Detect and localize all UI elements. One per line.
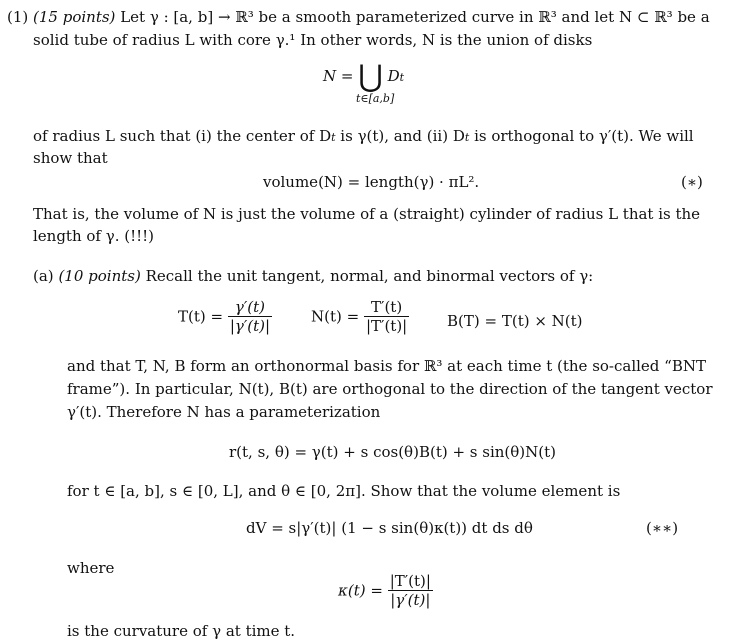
problem-points: (15 points)	[33, 8, 116, 26]
union-index: t∈[a,b]	[356, 92, 395, 105]
union-lhs: N =	[323, 67, 354, 85]
closing-text: is the curvature of γ at time t.	[67, 622, 296, 640]
volume-equation: volume(N) = length(γ) · πL².	[263, 173, 480, 191]
union-rhs-sub: t	[399, 71, 405, 84]
para2-line1	[33, 125, 694, 149]
part-a-label: (a)	[33, 267, 54, 285]
union-equation	[323, 59, 405, 94]
curvature-equation	[338, 572, 433, 609]
part-a-intro-text: Recall the unit tangent, normal, and binormal vectors of γ:	[145, 267, 594, 285]
parameter-ranges-line: for t ∈ [a, b], s ∈ [0, L], and θ ∈ [0, 2π]. Show that the volume element is	[67, 482, 621, 500]
where-text: where	[67, 559, 115, 577]
normal-num: T′(t)	[371, 298, 403, 316]
normal-den: |T′(t)|	[365, 317, 408, 335]
curvature-fraction	[388, 572, 433, 609]
part-a-para-line2: frame”). In particular, N(t), B(t) are orthogonal to the direction of the tangent vector	[67, 380, 713, 398]
volume-equation-tag: (∗)	[681, 173, 703, 191]
problem-intro-text1: Let γ : [a, b] → ℝ³ be a smooth parameterized curve in ℝ³ and let N ⊂ ℝ³ be a	[120, 8, 710, 26]
union-rhs: D	[387, 67, 400, 85]
part-a-intro	[33, 265, 593, 287]
union-symbol: ⋃	[358, 59, 383, 94]
problem-number: (1)	[7, 8, 29, 26]
parameterization-equation: r(t, s, θ) = γ(t) + s cos(θ)B(t) + s sin(θ)N(t)	[229, 443, 557, 461]
curvature-den: |γ′(t)|	[388, 590, 433, 609]
para2-text-a: of radius L such that (i) the center of D	[33, 127, 332, 145]
part-a-para-line3: γ′(t). Therefore N has a parameterization	[67, 403, 381, 421]
problem-intro-line2: solid tube of radius L with core γ.¹ In other words, N is the union of disks	[33, 31, 593, 49]
para2-sub2: t	[464, 131, 470, 144]
tangent-fraction	[228, 298, 272, 335]
problem-intro-line1	[7, 6, 710, 28]
para3-line1: That is, the volume of N is just the volume of a (straight) cylinder of radius L that is the	[33, 205, 701, 223]
volume-element-tag: (∗∗)	[646, 519, 679, 537]
curvature-num: |T′(t)|	[389, 572, 431, 590]
para2-text-b: is γ(t), and (ii) D	[335, 127, 465, 145]
para2-line2: show that	[33, 149, 108, 167]
tangent-lhs: T(t) =	[178, 307, 224, 326]
curvature-lhs: κ(t) =	[338, 581, 383, 600]
para2-text-c: is orthogonal to γ′(t). We will	[469, 127, 694, 145]
tangent-num: γ′(t)	[234, 298, 266, 316]
normal-lhs: N(t) =	[311, 307, 360, 326]
normal-equation	[311, 298, 409, 335]
part-a-points: (10 points)	[58, 267, 141, 285]
para2-sub1: t	[331, 131, 336, 144]
para3-line2: length of γ. (!!!)	[33, 227, 155, 245]
binormal-equation: B(T) = T(t) × N(t)	[447, 312, 583, 330]
volume-element-equation: dV = s|γ′(t)| (1 − s sin(θ)κ(t)) dt ds dθ	[246, 519, 533, 537]
tangent-equation	[178, 298, 272, 335]
normal-fraction	[364, 298, 409, 335]
part-a-para-line1: and that T, N, B form an orthonormal basis for ℝ³ at each time t (the so-called “BNT	[67, 357, 707, 375]
tangent-den: |γ′(t)|	[229, 317, 271, 335]
